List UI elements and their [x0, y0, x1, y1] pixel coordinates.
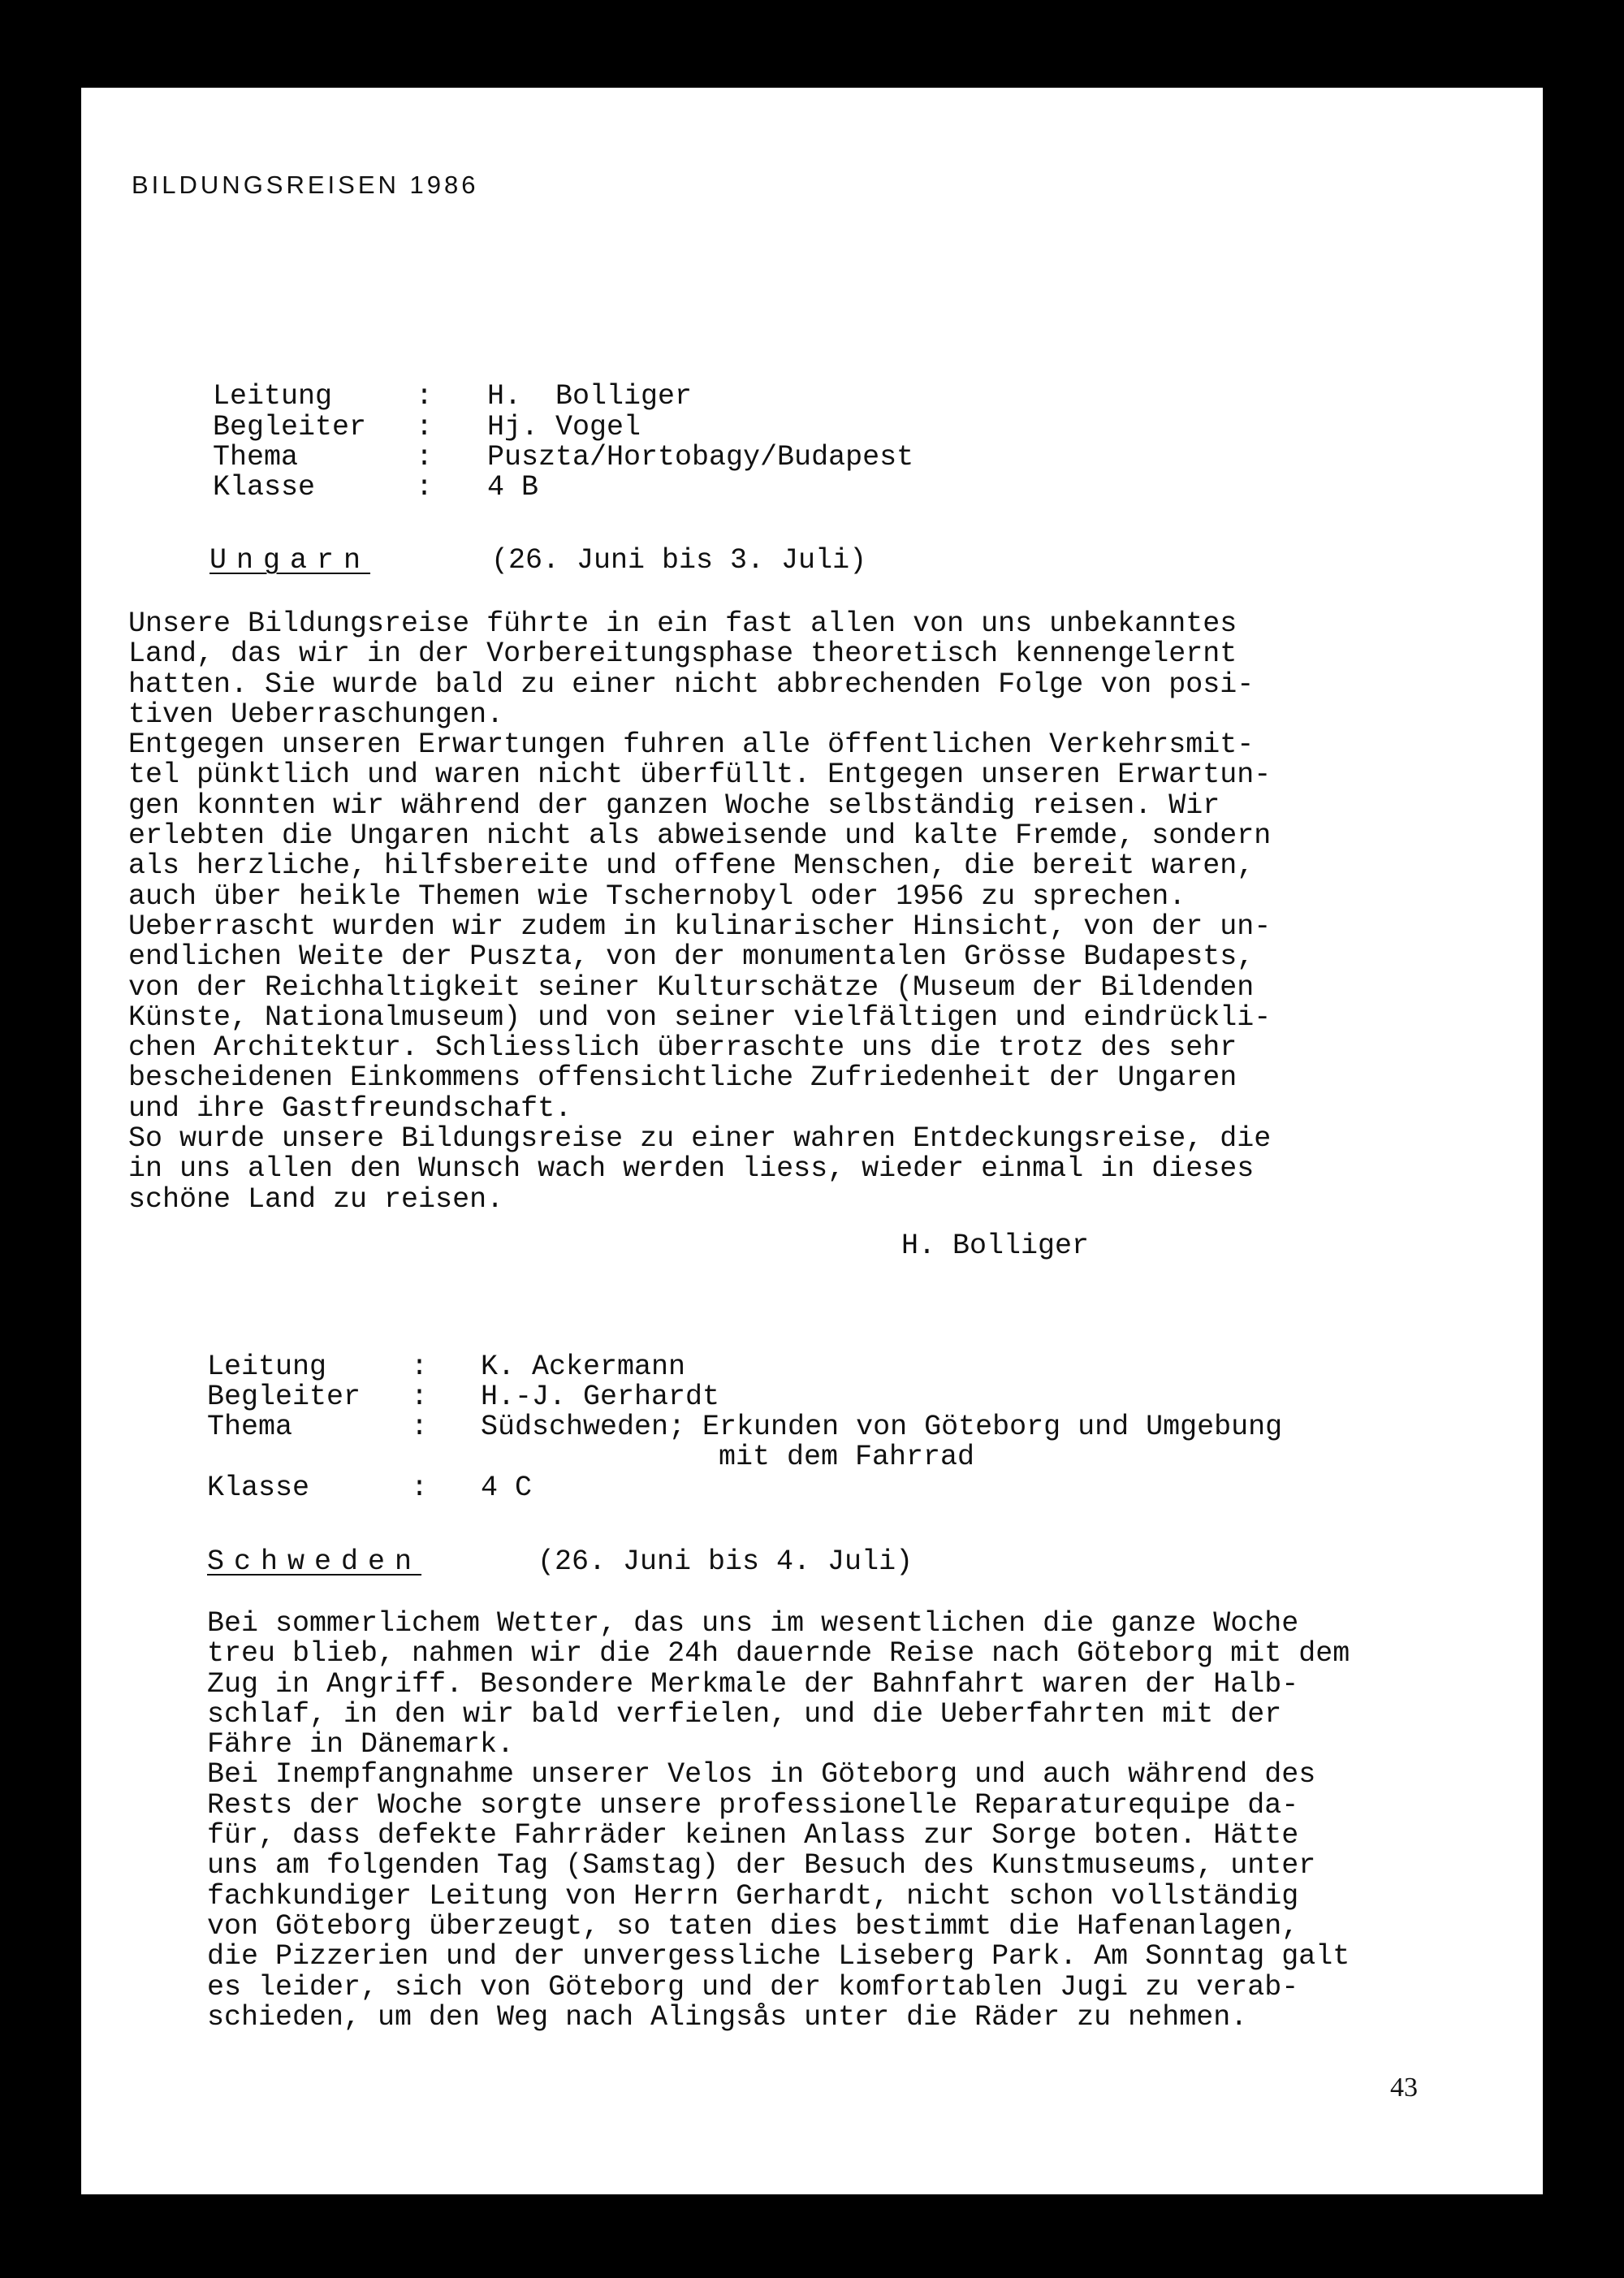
text-line: die Pizzerien und der unvergessliche Liseberg Park. Am Sonntag galt [207, 1940, 1350, 1973]
text-line: fachkundiger Leitung von Herrn Gerhardt, nicht schon vollständig [207, 1879, 1299, 1913]
text-line: tel pünktlich und waren nicht überfüllt. Entgegen unseren Erwartun- [128, 759, 1272, 792]
section-dates: (26. Juni bis 3. Juli) [491, 544, 867, 577]
section-title-ungarn: Ungarn [209, 544, 371, 577]
meta-label: Leitung [207, 1351, 327, 1383]
text-line: erlebten die Ungaren nicht als abweisende und kalte Fremde, sondern [128, 819, 1272, 853]
meta-colon: : [416, 441, 434, 473]
meta-value: 4 C [481, 1472, 533, 1504]
text-line: Bei sommerlichem Wetter, das uns im wesentlichen die ganze Woche [207, 1607, 1299, 1640]
text-line: auch über heikle Themen wie Tschernobyl oder 1956 zu sprechen. [128, 880, 1186, 913]
trip2-paragraph [207, 1609, 1522, 2033]
text-line: für, dass defekte Fahrräder keinen Anlass zur Sorge boten. Hätte [207, 1819, 1299, 1852]
meta-label: Klasse [207, 1472, 310, 1504]
text-line: chen Architektur. Schliesslich überraschte uns die trotz des sehr [128, 1031, 1237, 1065]
text-line: So wurde unsere Bildungsreise zu einer wahren Entdeckungsreise, die [128, 1122, 1272, 1156]
text-line: schieden, um den Weg nach Alingsås unter die Räder zu nehmen. [207, 2000, 1248, 2034]
text-line: Rests der Woche sorgte unsere professionelle Reparaturequipe da- [207, 1788, 1299, 1822]
meta-value: H.-J. Gerhardt [481, 1381, 720, 1413]
meta-value: 4 B [487, 471, 539, 504]
text-line: schlaf, in den wir bald verfielen, und die Ueberfahrten mit der [207, 1697, 1282, 1731]
text-line: als herzliche, hilfsbereite und offene Menschen, die bereit waren, [128, 849, 1255, 883]
text-line: Land, das wir in der Vorbereitungsphase theoretisch kennengelernt [128, 638, 1237, 671]
trip1-paragraph [128, 609, 1444, 1215]
meta-label: Begleiter [207, 1381, 361, 1413]
meta-colon: : [411, 1351, 429, 1383]
text-line: in uns allen den Wunsch wach werden liess, wieder einmal in dieses [128, 1152, 1255, 1186]
text-line: Entgegen unseren Erwartungen fuhren alle öffentlichen Verkehrsmit- [128, 728, 1255, 762]
meta-label: Thema [213, 441, 299, 473]
meta-colon: : [411, 1411, 429, 1443]
text-line: Bei Inempfangnahme unserer Velos in Göteborg und auch während des [207, 1758, 1316, 1792]
text-line: von der Reichhaltigkeit seiner Kulturschätze (Museum der Bildenden [128, 970, 1255, 1004]
section-title-schweden: Schweden [207, 1545, 422, 1578]
meta-label: Thema [207, 1411, 293, 1443]
text-line: es leider, sich von Göteborg und der komfortablen Jugi zu verab- [207, 1970, 1299, 2004]
text-line: Künste, Nationalmuseum) und von seiner vielfältigen und eindrückli- [128, 1001, 1272, 1034]
text-line: treu blieb, nahmen wir die 24h dauernde Reise nach Göteborg mit dem [207, 1637, 1350, 1671]
document-header: BILDUNGSREISEN 1986 [132, 171, 479, 199]
meta-value: Südschweden; Erkunden von Göteborg und Umgebung [481, 1411, 1283, 1443]
section-dates: (26. Juni bis 4. Juli) [538, 1545, 914, 1578]
text-line: Zug in Angriff. Besondere Merkmale der Bahnfahrt waren der Halb- [207, 1667, 1299, 1701]
meta-label: Klasse [213, 471, 316, 504]
text-line: hatten. Sie wurde bald zu einer nicht abbrechenden Folge von posi- [128, 668, 1255, 701]
meta-colon: : [411, 1381, 429, 1413]
text-line: schöne Land zu reisen. [128, 1182, 504, 1216]
text-line: endlichen Weite der Puszta, von der monumentalen Grösse Budapests, [128, 940, 1255, 974]
meta-value: K. Ackermann [481, 1351, 686, 1383]
meta-colon: : [416, 411, 434, 443]
text-line: Unsere Bildungsreise führte in ein fast allen von uns unbekanntes [128, 607, 1237, 640]
text-line: uns am folgenden Tag (Samstag) der Besuch des Kunstmuseums, unter [207, 1849, 1316, 1882]
meta-colon: : [416, 471, 434, 504]
text-line: bescheidenen Einkommens offensichtliche Zufriedenheit der Ungaren [128, 1061, 1237, 1095]
meta-value: mit dem Fahrrad [719, 1441, 975, 1473]
meta-colon: : [416, 380, 434, 413]
meta-label: Begleiter [213, 411, 367, 443]
text-line: und ihre Gastfreundschaft. [128, 1091, 572, 1125]
meta-value: Puszta/Hortobagy/Budapest [487, 441, 914, 473]
text-line: gen konnten wir während der ganzen Woche selbständig reisen. Wir [128, 789, 1220, 822]
meta-value: H. Bolliger [487, 380, 693, 413]
signature: H. Bolliger [901, 1230, 1090, 1262]
meta-label: Leitung [213, 380, 333, 413]
text-line: tiven Ueberraschungen. [128, 698, 504, 731]
text-line: Fähre in Dänemark. [207, 1728, 515, 1761]
text-line: Ueberrascht wurden wir zudem in kulinarischer Hinsicht, von der un- [128, 910, 1272, 943]
text-line: von Göteborg überzeugt, so taten dies bestimmt die Hafenanlagen, [207, 1909, 1299, 1943]
page-number: 43 [1390, 2073, 1418, 2103]
meta-value: Hj. Vogel [487, 411, 641, 443]
meta-colon: : [411, 1472, 429, 1504]
